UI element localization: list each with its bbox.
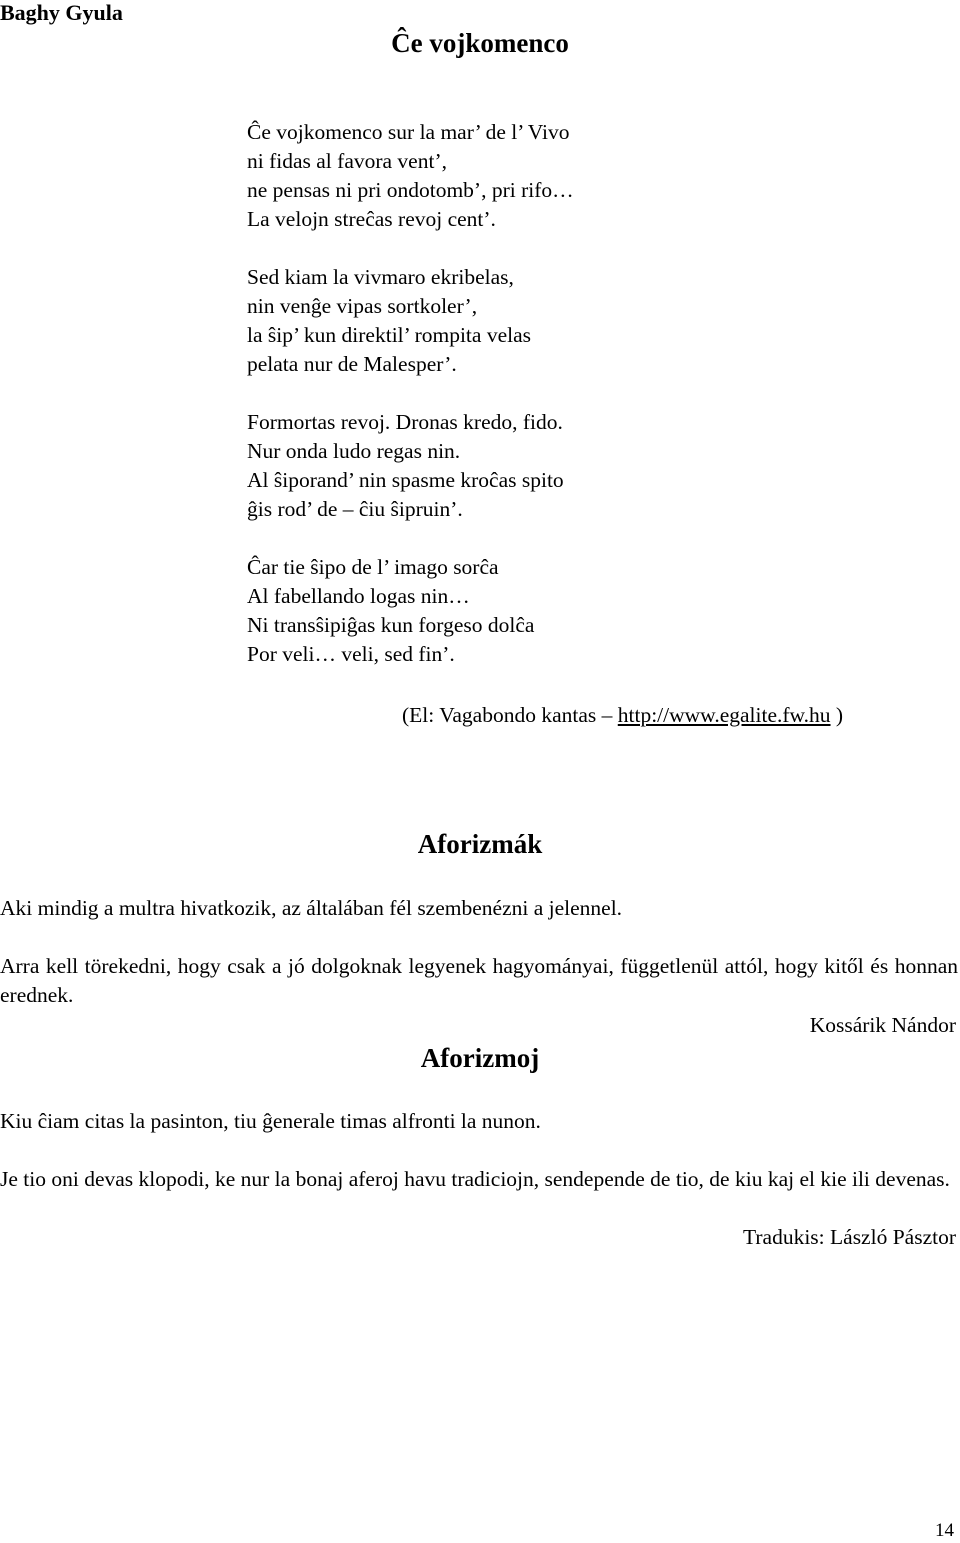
- aphorism-hu-2: Arra kell törekedni, hogy csak a jó dolgoknak legyenek hagyományai, függetlenül attól, hogy kitől és honnan erednek.: [0, 954, 958, 1007]
- poem-line: Ĉar tie ŝipo de l’ imago sorĉa: [247, 555, 499, 579]
- author-name: Baghy Gyula: [0, 0, 123, 25]
- page-number: 14: [935, 1520, 954, 1541]
- poem-line: Nur onda ludo regas nin.: [247, 439, 461, 463]
- poem-line: ne pensas ni pri ondotomb’, pri rifo…: [247, 178, 574, 202]
- poem-line: Por veli… veli, sed fin’.: [247, 642, 455, 666]
- aphorism-eo-1: Kiu ĉiam citas la pasinton, tiu ĝenerale timas alfronti la nunon.: [0, 1109, 541, 1133]
- aphorism-hu-1: Aki mindig a multra hivatkozik, az általában fél szembenézni a jelennel.: [0, 896, 623, 920]
- source-prefix: (El: Vagabondo kantas –: [402, 703, 618, 727]
- aphorism-eo-2: Je tio oni devas klopodi, ke nur la bonaj aferoj havu tradiciojn, sendepende de tio, de kiu kaj el kie ili devenas.: [0, 1167, 950, 1191]
- stanza-2: [247, 263, 574, 379]
- source-suffix: ): [830, 703, 844, 727]
- poem-line: Ni transŝipiĝas kun forgeso dolĉa: [247, 613, 535, 637]
- poem-source: [402, 702, 843, 728]
- poem-line: La velojn streĉas revoj cent’.: [247, 207, 496, 231]
- stanza-4: [247, 553, 574, 669]
- poem-title: Ĉe vojkomenco: [391, 28, 569, 58]
- poem-line: la ŝip’ kun direktil’ rompita velas: [247, 323, 532, 347]
- heading-aforizmoj: Aforizmoj: [420, 1043, 540, 1073]
- signature-kossarik: Kossárik Nándor: [809, 1013, 956, 1037]
- poem-line: Sed kiam la vivmaro ekribelas,: [247, 265, 514, 289]
- stanza-1: [247, 118, 574, 234]
- poem-line: Formortas revoj. Dronas kredo, fido.: [247, 410, 563, 434]
- poem-line: Ĉe vojkomenco sur la mar’ de l’ Vivo: [247, 120, 570, 144]
- heading-aforizmak: Aforizmák: [417, 829, 543, 859]
- poem-body: [247, 118, 574, 698]
- poem-line: Al ŝiporand’ nin spasme kroĉas spito: [247, 468, 564, 492]
- stanza-3: [247, 408, 574, 524]
- poem-line: Al fabellando logas nin…: [247, 584, 470, 608]
- poem-line: ĝis rod’ de – ĉiu ŝipruin’.: [247, 497, 463, 521]
- signature-translator: Tradukis: László Pásztor: [743, 1225, 956, 1249]
- poem-line: nin venĝe vipas sortkoler’,: [247, 294, 478, 318]
- poem-line: pelata nur de Malesper’.: [247, 352, 457, 376]
- poem-line: ni fidas al favora vent’,: [247, 149, 447, 173]
- source-link[interactable]: http://www.egalite.fw.hu: [617, 703, 831, 727]
